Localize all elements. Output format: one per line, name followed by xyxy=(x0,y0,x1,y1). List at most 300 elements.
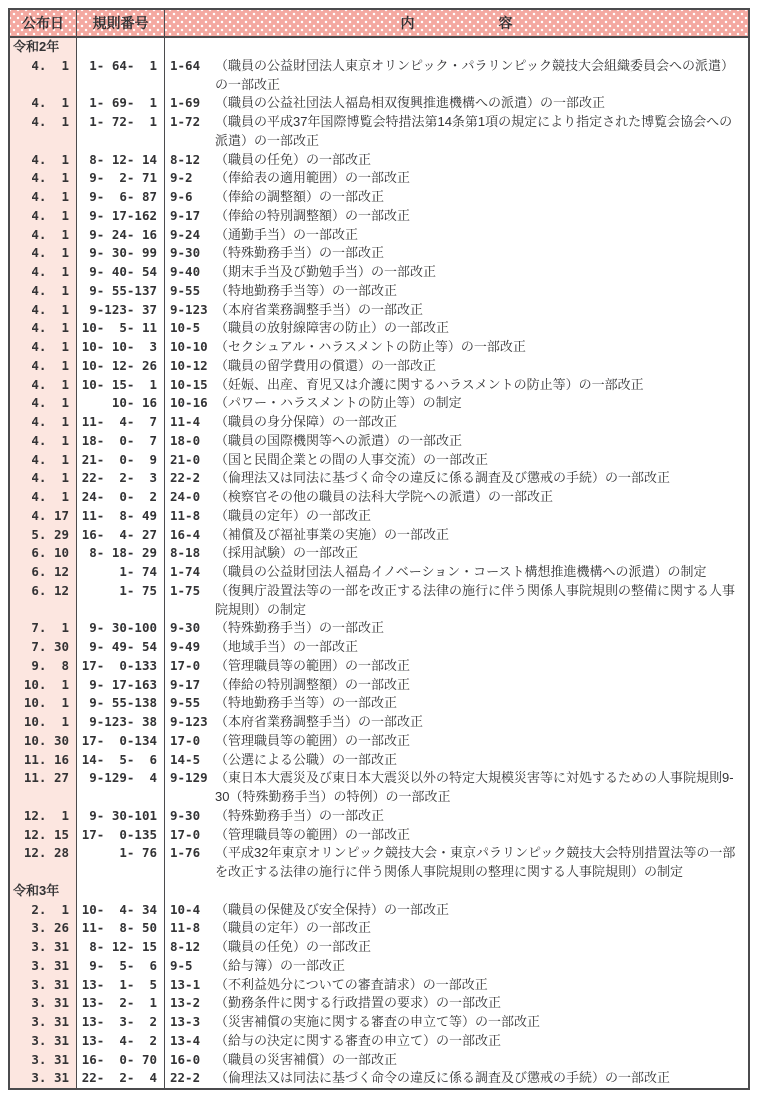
rule-id: 1-64 xyxy=(170,57,201,73)
rule-number-cell: 9- 55-138 xyxy=(77,694,165,713)
promulgation-date-cell: 10. 1 xyxy=(10,694,77,713)
rule-id: 9-30 xyxy=(170,245,201,261)
rule-id: 10-15 xyxy=(170,376,208,392)
table-row xyxy=(10,451,748,470)
table-row xyxy=(10,113,748,151)
table-row xyxy=(10,188,748,207)
promulgation-date-cell: 4. 1 xyxy=(10,488,77,507)
rule-number-cell: 9- 49- 54 xyxy=(77,638,165,657)
table-header-row xyxy=(10,10,748,38)
promulgation-date-cell: 5. 29 xyxy=(10,526,77,545)
table-row xyxy=(10,207,748,226)
table-row xyxy=(10,544,748,563)
rule-description: （復興庁設置法等の一部を改正する法律の施行に伴う関係人事院規則の整備に関する人事院規則）の制定 xyxy=(215,582,736,617)
rule-id: 16-0 xyxy=(170,1051,201,1067)
table-row xyxy=(10,751,748,770)
rule-description: （職員の保健及び安全保持）の一部改正 xyxy=(215,901,450,917)
rule-description: （職員の定年）の一部改正 xyxy=(215,507,372,523)
promulgation-date-cell: 12. 1 xyxy=(10,807,77,826)
rule-id: 17-0 xyxy=(170,732,201,748)
rule-id: 11-4 xyxy=(170,414,201,429)
rule-id: 10-16 xyxy=(170,395,208,411)
content-cell xyxy=(165,94,748,113)
rule-number-cell: 9-129- 4 xyxy=(77,769,165,807)
table-row xyxy=(10,901,748,920)
rule-number-cell: 1- 64- 1 xyxy=(77,57,165,95)
rule-id: 9-55 xyxy=(170,282,201,298)
rule-description: （特地勤務手当等）の一部改正 xyxy=(215,695,398,711)
table-row xyxy=(10,882,748,901)
content-cell xyxy=(165,751,748,770)
rule-number-cell: 8- 18- 29 xyxy=(77,544,165,563)
promulgation-date-cell: 10. 1 xyxy=(10,676,77,695)
rule-id: 1-76 xyxy=(170,845,201,861)
table-row xyxy=(10,469,748,488)
rule-description: （職員の任免）の一部改正 xyxy=(215,151,372,167)
content-cell xyxy=(165,919,748,938)
rule-id: 1-74 xyxy=(170,564,201,579)
rule-number-cell: 9- 2- 71 xyxy=(77,169,165,188)
table-row xyxy=(10,507,748,526)
rule-number-cell: 17- 0-133 xyxy=(77,657,165,676)
rule-id: 10-5 xyxy=(170,320,201,336)
content-cell xyxy=(165,826,748,845)
rule-description: （公選による公職）の一部改正 xyxy=(215,751,398,767)
content-cell xyxy=(165,994,748,1013)
table-row xyxy=(10,769,748,807)
promulgation-date-cell: 11. 27 xyxy=(10,769,77,807)
content-cell xyxy=(165,882,748,901)
rule-id: 8-18 xyxy=(170,545,201,561)
table-row xyxy=(10,826,748,845)
content-cell xyxy=(165,676,748,695)
rule-number-cell: 10- 4- 34 xyxy=(77,901,165,920)
table-row xyxy=(10,563,748,582)
rule-description: （給与の決定に関する審査の申立て）の一部改正 xyxy=(215,1032,502,1048)
col-header-promulgation-date: 公布日 xyxy=(10,10,77,36)
table-row xyxy=(10,844,748,882)
rule-id: 21-0 xyxy=(170,451,201,467)
rule-description: （平成32年東京オリンピック競技大会・東京パラリンピック競技大会特別措置法等の一部を改正する法律の施行に伴う関係人事院規則の整理に関する人事院規則）の制定 xyxy=(215,845,736,879)
promulgation-date-cell: 3. 31 xyxy=(10,938,77,957)
rule-number-cell: 13- 1- 5 xyxy=(77,976,165,995)
content-cell xyxy=(165,732,748,751)
rule-number-cell: 9- 17-163 xyxy=(77,676,165,695)
rule-number-cell: 10- 10- 3 xyxy=(77,338,165,357)
table-row xyxy=(10,488,748,507)
rule-number-cell: 10- 15- 1 xyxy=(77,376,165,395)
rule-id: 9-30 xyxy=(170,807,201,823)
table-row xyxy=(10,938,748,957)
rule-id: 9-123 xyxy=(170,714,208,729)
table-row xyxy=(10,619,748,638)
table-body xyxy=(10,38,748,1088)
rule-description: （職員の公益財団法人東京オリンピック・パラリンピック競技大会組織委員会への派遣）の一部改正 xyxy=(215,57,734,92)
rule-description: （特地勤務手当等）の一部改正 xyxy=(215,282,398,298)
rule-number-cell: 16- 0- 70 xyxy=(77,1051,165,1070)
table-row xyxy=(10,638,748,657)
promulgation-date-cell: 3. 26 xyxy=(10,919,77,938)
table-row xyxy=(10,413,748,432)
col-header-content: 内 容 xyxy=(400,15,513,31)
table-row xyxy=(10,807,748,826)
content-cell xyxy=(165,507,748,526)
rule-number-cell xyxy=(77,38,165,57)
promulgation-date-cell: 12. 15 xyxy=(10,826,77,845)
content-cell xyxy=(165,376,748,395)
rule-id: 17-0 xyxy=(170,657,201,673)
rule-description: （セクシュアル・ハラスメントの防止等）の一部改正 xyxy=(215,339,526,354)
rule-description: （勤務条件に関する行政措置の要求）の一部改正 xyxy=(215,995,502,1011)
rule-description: （国と民間企業との間の人事交流）の一部改正 xyxy=(215,451,489,467)
promulgation-date-cell: 6. 12 xyxy=(10,582,77,620)
promulgation-date-cell: 3. 31 xyxy=(10,1051,77,1070)
promulgation-date-cell: 12. 28 xyxy=(10,844,77,882)
rule-description: （職員の放射線障害の防止）の一部改正 xyxy=(215,320,450,336)
table-row xyxy=(10,94,748,113)
content-cell xyxy=(165,38,748,57)
rule-number-cell: 8- 12- 14 xyxy=(77,151,165,170)
rule-number-cell: 10- 5- 11 xyxy=(77,319,165,338)
rule-number-cell: 11- 4- 7 xyxy=(77,413,165,432)
promulgation-date-cell: 4. 1 xyxy=(10,357,77,376)
content-cell xyxy=(165,544,748,563)
content-cell xyxy=(165,282,748,301)
rule-description: （職員の公益財団法人福島イノベーション・コースト構想推進機構への派遣）の制定 xyxy=(215,564,707,579)
content-cell xyxy=(165,319,748,338)
promulgation-date-cell: 4. 1 xyxy=(10,207,77,226)
content-cell xyxy=(165,226,748,245)
table-row xyxy=(10,1032,748,1051)
content-cell xyxy=(165,657,748,676)
rule-id: 9-55 xyxy=(170,695,201,711)
promulgation-date-cell: 7. 1 xyxy=(10,619,77,638)
promulgation-date-cell: 10. 30 xyxy=(10,732,77,751)
table-row xyxy=(10,432,748,451)
rule-id: 9-2 xyxy=(170,170,193,186)
promulgation-date-cell: 11. 16 xyxy=(10,751,77,770)
content-cell xyxy=(165,1032,748,1051)
table-row xyxy=(10,526,748,545)
promulgation-date-cell: 4. 1 xyxy=(10,244,77,263)
rule-id: 9-40 xyxy=(170,264,201,279)
rule-number-cell: 8- 12- 15 xyxy=(77,938,165,957)
content-cell xyxy=(165,338,748,357)
rule-description: （職員の災害補償）の一部改正 xyxy=(215,1051,398,1067)
rule-description: （妊娠、出産、育児又は介護に関するハラスメントの防止等）の一部改正 xyxy=(215,376,644,392)
content-cell xyxy=(165,1013,748,1032)
rule-description: （管理職員等の範囲）の一部改正 xyxy=(215,657,411,673)
promulgation-date-cell: 9. 8 xyxy=(10,657,77,676)
rule-id: 14-5 xyxy=(170,751,201,767)
table-row xyxy=(10,732,748,751)
rule-number-cell: 1- 76 xyxy=(77,844,165,882)
rule-description: （パワー・ハラスメントの防止等）の制定 xyxy=(215,395,462,411)
rule-description: （災害補償の実施に関する審査の申立て等）の一部改正 xyxy=(215,1014,541,1029)
table-row xyxy=(10,357,748,376)
rule-id xyxy=(170,882,215,901)
promulgation-date-cell: 3. 31 xyxy=(10,1013,77,1032)
rule-id: 9-6 xyxy=(170,189,193,204)
rule-number-cell: 9- 24- 16 xyxy=(77,226,165,245)
rule-number-cell: 9- 17-162 xyxy=(77,207,165,226)
table-row xyxy=(10,1051,748,1070)
rule-id: 17-0 xyxy=(170,826,201,842)
rule-number-cell: 13- 2- 1 xyxy=(77,994,165,1013)
table-row xyxy=(10,582,748,620)
rule-id: 13-2 xyxy=(170,995,201,1011)
rule-description: （給与簿）の一部改正 xyxy=(215,957,346,973)
rule-description: （検察官その他の職員の法科大学院への派遣）の一部改正 xyxy=(215,489,554,504)
rule-number-cell: 9- 30-101 xyxy=(77,807,165,826)
rule-description: （補償及び福祉事業の実施）の一部改正 xyxy=(215,526,450,542)
rule-id: 1-75 xyxy=(170,582,201,598)
content-cell xyxy=(165,957,748,976)
rule-id: 10-12 xyxy=(170,357,208,373)
rule-id: 22-2 xyxy=(170,470,201,486)
rule-id: 9-49 xyxy=(170,639,201,654)
table-row xyxy=(10,1069,748,1088)
promulgation-date-cell: 3. 31 xyxy=(10,1032,77,1051)
table-row xyxy=(10,994,748,1013)
table-row xyxy=(10,376,748,395)
content-cell xyxy=(165,413,748,432)
rule-id: 11-8 xyxy=(170,920,201,936)
promulgation-date-cell: 4. 1 xyxy=(10,282,77,301)
promulgation-date-cell: 7. 30 xyxy=(10,638,77,657)
content-cell xyxy=(165,563,748,582)
content-cell xyxy=(165,151,748,170)
content-cell xyxy=(165,526,748,545)
rule-id: 16-4 xyxy=(170,526,201,542)
rule-id: 9-30 xyxy=(170,620,201,636)
promulgation-date-cell: 4. 1 xyxy=(10,169,77,188)
rule-description: （職員の身分保障）の一部改正 xyxy=(215,414,398,429)
rule-description: （倫理法又は同法に基づく命令の違反に係る調査及び懲戒の手続）の一部改正 xyxy=(215,1070,671,1086)
rule-description: （俸給の特別調整額）の一部改正 xyxy=(215,676,411,692)
content-cell xyxy=(165,1069,748,1088)
rule-number-cell: 1- 72- 1 xyxy=(77,113,165,151)
promulgation-date-cell: 3. 31 xyxy=(10,994,77,1013)
rule-number-cell: 18- 0- 7 xyxy=(77,432,165,451)
content-cell xyxy=(165,113,748,151)
table-row xyxy=(10,57,748,95)
table-row xyxy=(10,957,748,976)
rule-number-cell: 9- 40- 54 xyxy=(77,263,165,282)
rule-number-cell: 1- 74 xyxy=(77,563,165,582)
table-row xyxy=(10,976,748,995)
rule-number-cell: 21- 0- 9 xyxy=(77,451,165,470)
promulgation-date-cell: 10. 1 xyxy=(10,713,77,732)
content-cell xyxy=(165,394,748,413)
table-row xyxy=(10,226,748,245)
rule-id: 9-24 xyxy=(170,226,201,242)
rule-number-cell: 11- 8- 49 xyxy=(77,507,165,526)
table-row xyxy=(10,394,748,413)
col-header-rule-number: 規則番号 xyxy=(77,10,165,36)
content-cell xyxy=(165,976,748,995)
rule-description: （職員の国際機関等への派遣）の一部改正 xyxy=(215,432,463,448)
rule-id: 9-17 xyxy=(170,207,201,223)
content-cell xyxy=(165,469,748,488)
table-row xyxy=(10,657,748,676)
rule-number-cell: 9- 5- 6 xyxy=(77,957,165,976)
content-cell xyxy=(165,451,748,470)
promulgation-date-cell: 6. 10 xyxy=(10,544,77,563)
rule-description: （通勤手当）の一部改正 xyxy=(215,226,359,242)
rule-description: （期末手当及び勤勉手当）の一部改正 xyxy=(215,264,437,279)
rule-id xyxy=(170,38,215,57)
content-cell xyxy=(165,169,748,188)
promulgation-date-cell: 4. 17 xyxy=(10,507,77,526)
content-cell xyxy=(165,432,748,451)
rule-description: （地域手当）の一部改正 xyxy=(215,639,359,654)
promulgation-date-cell: 3. 31 xyxy=(10,957,77,976)
content-cell xyxy=(165,207,748,226)
promulgation-date-cell: 3. 31 xyxy=(10,1069,77,1088)
rule-description: （職員の留学費用の償還）の一部改正 xyxy=(215,357,437,373)
rule-number-cell: 14- 5- 6 xyxy=(77,751,165,770)
table-row xyxy=(10,38,748,57)
rule-description: （採用試験）の一部改正 xyxy=(215,545,359,561)
rule-id: 10-4 xyxy=(170,901,201,917)
content-cell xyxy=(165,582,748,620)
content-cell xyxy=(165,807,748,826)
rule-id: 1-72 xyxy=(170,114,201,129)
rule-description: （特殊勤務手当）の一部改正 xyxy=(215,245,385,261)
rule-description: （特殊勤務手当）の一部改正 xyxy=(215,807,385,823)
promulgation-date-cell: 4. 1 xyxy=(10,94,77,113)
rule-id: 24-0 xyxy=(170,489,201,504)
table-row xyxy=(10,301,748,320)
rule-number-cell: 13- 3- 2 xyxy=(77,1013,165,1032)
rule-number-cell: 17- 0-135 xyxy=(77,826,165,845)
content-cell xyxy=(165,263,748,282)
rule-description: （不利益処分についての審査請求）の一部改正 xyxy=(215,976,488,992)
rules-table xyxy=(8,8,750,1090)
rule-description: （管理職員等の範囲）の一部改正 xyxy=(215,826,411,842)
rule-description: （本府省業務調整手当）の一部改正 xyxy=(215,301,424,317)
promulgation-date-cell: 4. 1 xyxy=(10,188,77,207)
content-cell xyxy=(165,938,748,957)
promulgation-date-cell: 4. 1 xyxy=(10,263,77,282)
rule-number-cell: 1- 75 xyxy=(77,582,165,620)
rule-number-cell: 9- 30- 99 xyxy=(77,244,165,263)
rule-description: （俸給の特別調整額）の一部改正 xyxy=(215,207,411,223)
table-row xyxy=(10,713,748,732)
rule-number-cell: 22- 2- 4 xyxy=(77,1069,165,1088)
content-cell xyxy=(165,713,748,732)
rule-id: 8-12 xyxy=(170,939,201,954)
content-cell xyxy=(165,188,748,207)
rule-number-cell: 9- 6- 87 xyxy=(77,188,165,207)
rule-number-cell: 16- 4- 27 xyxy=(77,526,165,545)
rule-description: （東日本大震災及び東日本大震災以外の特定大規模災害等に対処するための人事院規則9-30（特殊勤務手当）の特例）の一部改正 xyxy=(215,770,734,804)
promulgation-date-cell: 4. 1 xyxy=(10,57,77,95)
rule-description: （職員の平成37年国際博覧会特措法第14条第1項の規定により指定された博覧会協会への派遣）の一部改正 xyxy=(215,114,733,148)
rule-description: （本府省業務調整手当）の一部改正 xyxy=(215,714,424,729)
promulgation-date-cell: 4. 1 xyxy=(10,319,77,338)
rule-number-cell: 11- 8- 50 xyxy=(77,919,165,938)
rule-description: （俸給の調整額）の一部改正 xyxy=(215,189,385,204)
rule-description xyxy=(215,882,748,901)
rule-id: 9-123 xyxy=(170,301,208,317)
table-row xyxy=(10,169,748,188)
rule-number-cell: 10- 16 xyxy=(77,394,165,413)
table-row xyxy=(10,1013,748,1032)
year-label: 令和3年 xyxy=(10,882,77,901)
promulgation-date-cell: 4. 1 xyxy=(10,451,77,470)
rule-id: 13-1 xyxy=(170,976,201,992)
rule-id: 11-8 xyxy=(170,507,201,523)
table-row xyxy=(10,338,748,357)
content-cell xyxy=(165,901,748,920)
content-cell xyxy=(165,1051,748,1070)
rule-number-cell: 10- 12- 26 xyxy=(77,357,165,376)
content-cell xyxy=(165,769,748,807)
rule-description: （特殊勤務手当）の一部改正 xyxy=(215,620,385,636)
content-cell xyxy=(165,357,748,376)
rule-id: 9-17 xyxy=(170,676,201,692)
promulgation-date-cell: 4. 1 xyxy=(10,151,77,170)
content-cell xyxy=(165,488,748,507)
rule-number-cell: 9- 55-137 xyxy=(77,282,165,301)
rule-number-cell: 22- 2- 3 xyxy=(77,469,165,488)
rule-id: 13-4 xyxy=(170,1032,201,1048)
rule-id: 1-69 xyxy=(170,95,201,111)
rule-number-cell: 1- 69- 1 xyxy=(77,94,165,113)
table-row xyxy=(10,319,748,338)
promulgation-date-cell: 4. 1 xyxy=(10,226,77,245)
promulgation-date-cell: 4. 1 xyxy=(10,394,77,413)
rule-id: 9-129 xyxy=(170,770,208,786)
promulgation-date-cell: 4. 1 xyxy=(10,432,77,451)
rule-id: 13-3 xyxy=(170,1014,201,1029)
promulgation-date-cell: 4. 1 xyxy=(10,113,77,151)
rule-number-cell: 9-123- 37 xyxy=(77,301,165,320)
rule-number-cell: 17- 0-134 xyxy=(77,732,165,751)
table-row xyxy=(10,151,748,170)
year-label: 令和2年 xyxy=(10,38,77,57)
rule-number-cell: 24- 0- 2 xyxy=(77,488,165,507)
promulgation-date-cell: 4. 1 xyxy=(10,338,77,357)
content-cell xyxy=(165,57,748,95)
rule-number-cell xyxy=(77,882,165,901)
content-cell xyxy=(165,244,748,263)
table-row xyxy=(10,676,748,695)
promulgation-date-cell: 4. 1 xyxy=(10,469,77,488)
rule-id: 9-5 xyxy=(170,957,193,973)
content-cell xyxy=(165,844,748,882)
content-cell xyxy=(165,694,748,713)
rule-description: （職員の公益社団法人福島相双復興推進機構への派遣）の一部改正 xyxy=(215,95,606,111)
promulgation-date-cell: 4. 1 xyxy=(10,376,77,395)
rule-description: （俸給表の適用範囲）の一部改正 xyxy=(215,170,411,186)
rule-number-cell: 13- 4- 2 xyxy=(77,1032,165,1051)
promulgation-date-cell: 4. 1 xyxy=(10,301,77,320)
rule-number-cell: 9- 30-100 xyxy=(77,619,165,638)
rule-number-cell: 9-123- 38 xyxy=(77,713,165,732)
rule-description: （職員の任免）の一部改正 xyxy=(215,939,372,954)
rule-description: （管理職員等の範囲）の一部改正 xyxy=(215,732,411,748)
promulgation-date-cell: 2. 1 xyxy=(10,901,77,920)
table-row xyxy=(10,919,748,938)
rule-id: 18-0 xyxy=(170,432,201,448)
table-row xyxy=(10,244,748,263)
promulgation-date-cell: 6. 12 xyxy=(10,563,77,582)
rule-id: 8-12 xyxy=(170,151,201,167)
content-cell xyxy=(165,301,748,320)
